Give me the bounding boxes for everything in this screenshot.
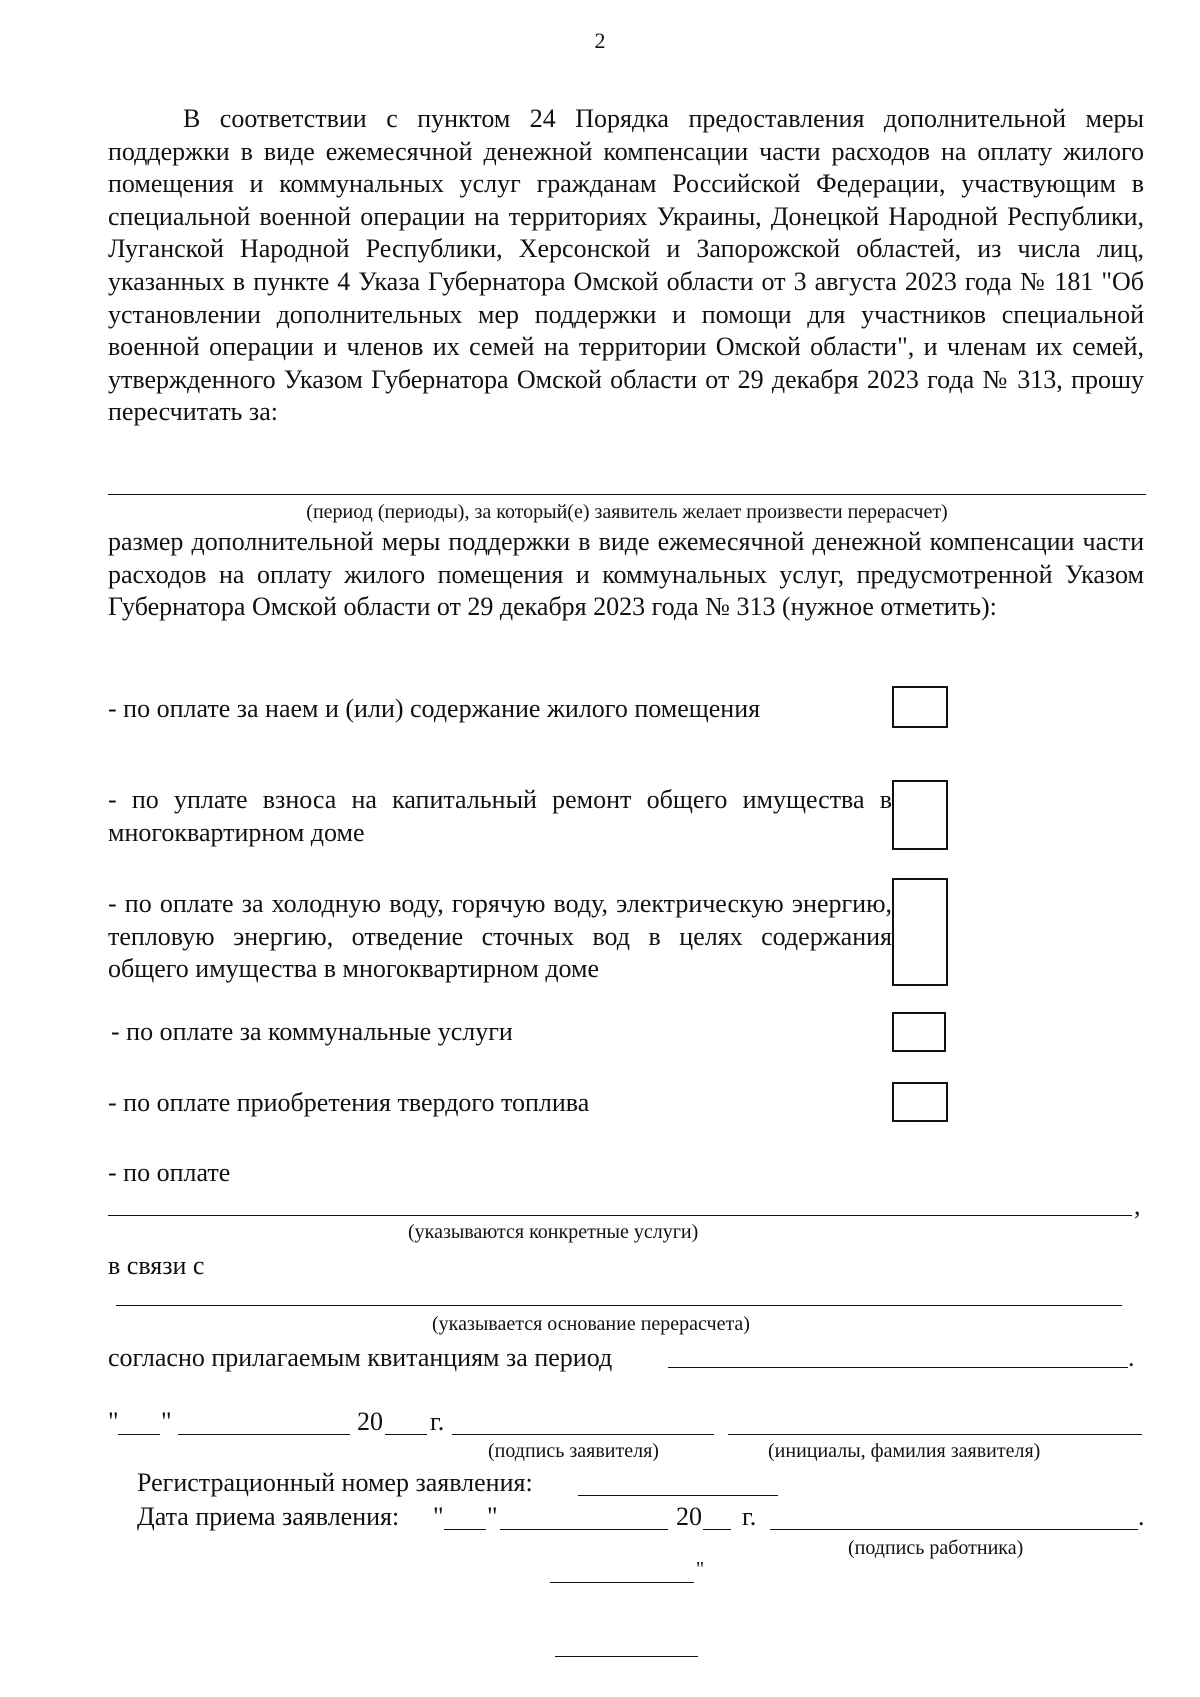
- option-utilities-checkbox[interactable]: [892, 1012, 946, 1052]
- period-input-line[interactable]: [108, 494, 1146, 495]
- option-common-property-checkbox[interactable]: [892, 878, 948, 986]
- acceptance-day-input-line[interactable]: [444, 1529, 486, 1530]
- bottom-short-line-2: [555, 1656, 698, 1657]
- option-common-property-label: - по оплате за холодную воду, горячую воду, электрическую энергию, тепловую энергию, отведение сточных вод в целях содержания общего имущества в многоквартирном доме: [108, 889, 892, 984]
- other-services-comma: ,: [1134, 1191, 1141, 1220]
- intro-paragraph: В соответствии с пунктом 24 Порядка предоставления дополнительной меры поддержки в виде ежемесячной денежной компенсации части расходов на оплату жилого помещения и коммунальных услуг гражданам Российской Федерации, участвующим в специальной военной операции на территориях Украины, Донецкой Народной Республики, Луганской Народной Республики, Херсонской и Запорожской областей, из числа лиц, указанных в пункте 4 Указа Губернатора Омской области от 3 августа 2023 года № 181 "Об установлении дополнительных мер поддержки и помощи для участников специальной военной операции и членов их семей на территории Омской области", и членам их семей, утвержденного Указом Губернатора Омской области от 29 декабря 2023 года № 313, прошу пересчитать за:: [108, 104, 1144, 427]
- date-year-input-line[interactable]: [385, 1434, 427, 1435]
- worker-caption: (подпись работника): [848, 1537, 1024, 1559]
- worker-signature-input-line[interactable]: [770, 1529, 1138, 1530]
- applicant-name-input-line[interactable]: [728, 1434, 1142, 1435]
- receipts-dot: .: [1128, 1343, 1135, 1372]
- acceptance-month-input-line[interactable]: [500, 1529, 668, 1530]
- option-capital-repair-checkbox[interactable]: [892, 780, 948, 850]
- bottom-short-line-1: [550, 1582, 694, 1583]
- registration-label: Регистрационный номер заявления:: [137, 1468, 533, 1497]
- date-year-suffix: г.: [430, 1407, 445, 1436]
- receipts-label: согласно прилагаемым квитанциям за период: [108, 1343, 613, 1372]
- acceptance-dot: .: [1138, 1502, 1145, 1531]
- option-solid-fuel-checkbox[interactable]: [892, 1082, 948, 1122]
- acceptance-year-input-line[interactable]: [703, 1529, 731, 1530]
- size-paragraph: размер дополнительной меры поддержки в виде ежемесячной денежной компенсации части расходов на оплату жилого помещения и коммунальных услуг, предусмотренной Указом Губернатора Омской области от 29 декабря 2023 года № 313 (нужное отметить):: [108, 527, 1144, 622]
- option-rent-label: - по оплате за наем и (или) содержание жилого помещения: [108, 694, 761, 723]
- receipts-period-input-line[interactable]: [668, 1367, 1128, 1368]
- date-quote-close: ": [161, 1407, 172, 1436]
- period-caption: (период (периоды), за который(е) заявитель желает произвести перерасчет): [306, 501, 948, 523]
- registration-number-input-line[interactable]: [578, 1495, 778, 1496]
- acceptance-quote-close: ": [487, 1502, 498, 1531]
- reason-caption: (указывается основание перерасчета): [432, 1313, 750, 1335]
- option-solid-fuel-label: - по оплате приобретения твердого топлива: [108, 1088, 590, 1117]
- date-month-input-line[interactable]: [178, 1434, 350, 1435]
- other-payment-label: - по оплате: [108, 1158, 231, 1187]
- services-caption: (указываются конкретные услуги): [408, 1221, 699, 1243]
- page-number: 2: [594, 28, 606, 53]
- reason-input-line[interactable]: [116, 1305, 1122, 1306]
- applicant-signature-input-line[interactable]: [452, 1434, 714, 1435]
- acceptance-year-suffix: г.: [742, 1502, 757, 1531]
- date-year-prefix: 20: [357, 1407, 383, 1436]
- option-capital-repair-label: - по уплате взноса на капитальный ремонт общего имущества в многоквартирном доме: [108, 785, 892, 847]
- acceptance-label: Дата приема заявления:: [137, 1502, 400, 1531]
- acceptance-year-prefix: 20: [676, 1502, 702, 1531]
- other-services-input-line[interactable]: [108, 1215, 1132, 1216]
- date-quote-open: ": [108, 1407, 119, 1436]
- stray-quote: ": [696, 1558, 705, 1580]
- option-utilities-label: - по оплате за коммунальные услуги: [111, 1017, 513, 1046]
- acceptance-quote-open: ": [433, 1502, 444, 1531]
- date-day-input-line[interactable]: [118, 1434, 160, 1435]
- reason-label: в связи с: [108, 1251, 205, 1280]
- option-rent-checkbox[interactable]: [892, 686, 948, 728]
- name-caption: (инициалы, фамилия заявителя): [768, 1440, 1041, 1462]
- signature-caption: (подпись заявителя): [488, 1440, 659, 1462]
